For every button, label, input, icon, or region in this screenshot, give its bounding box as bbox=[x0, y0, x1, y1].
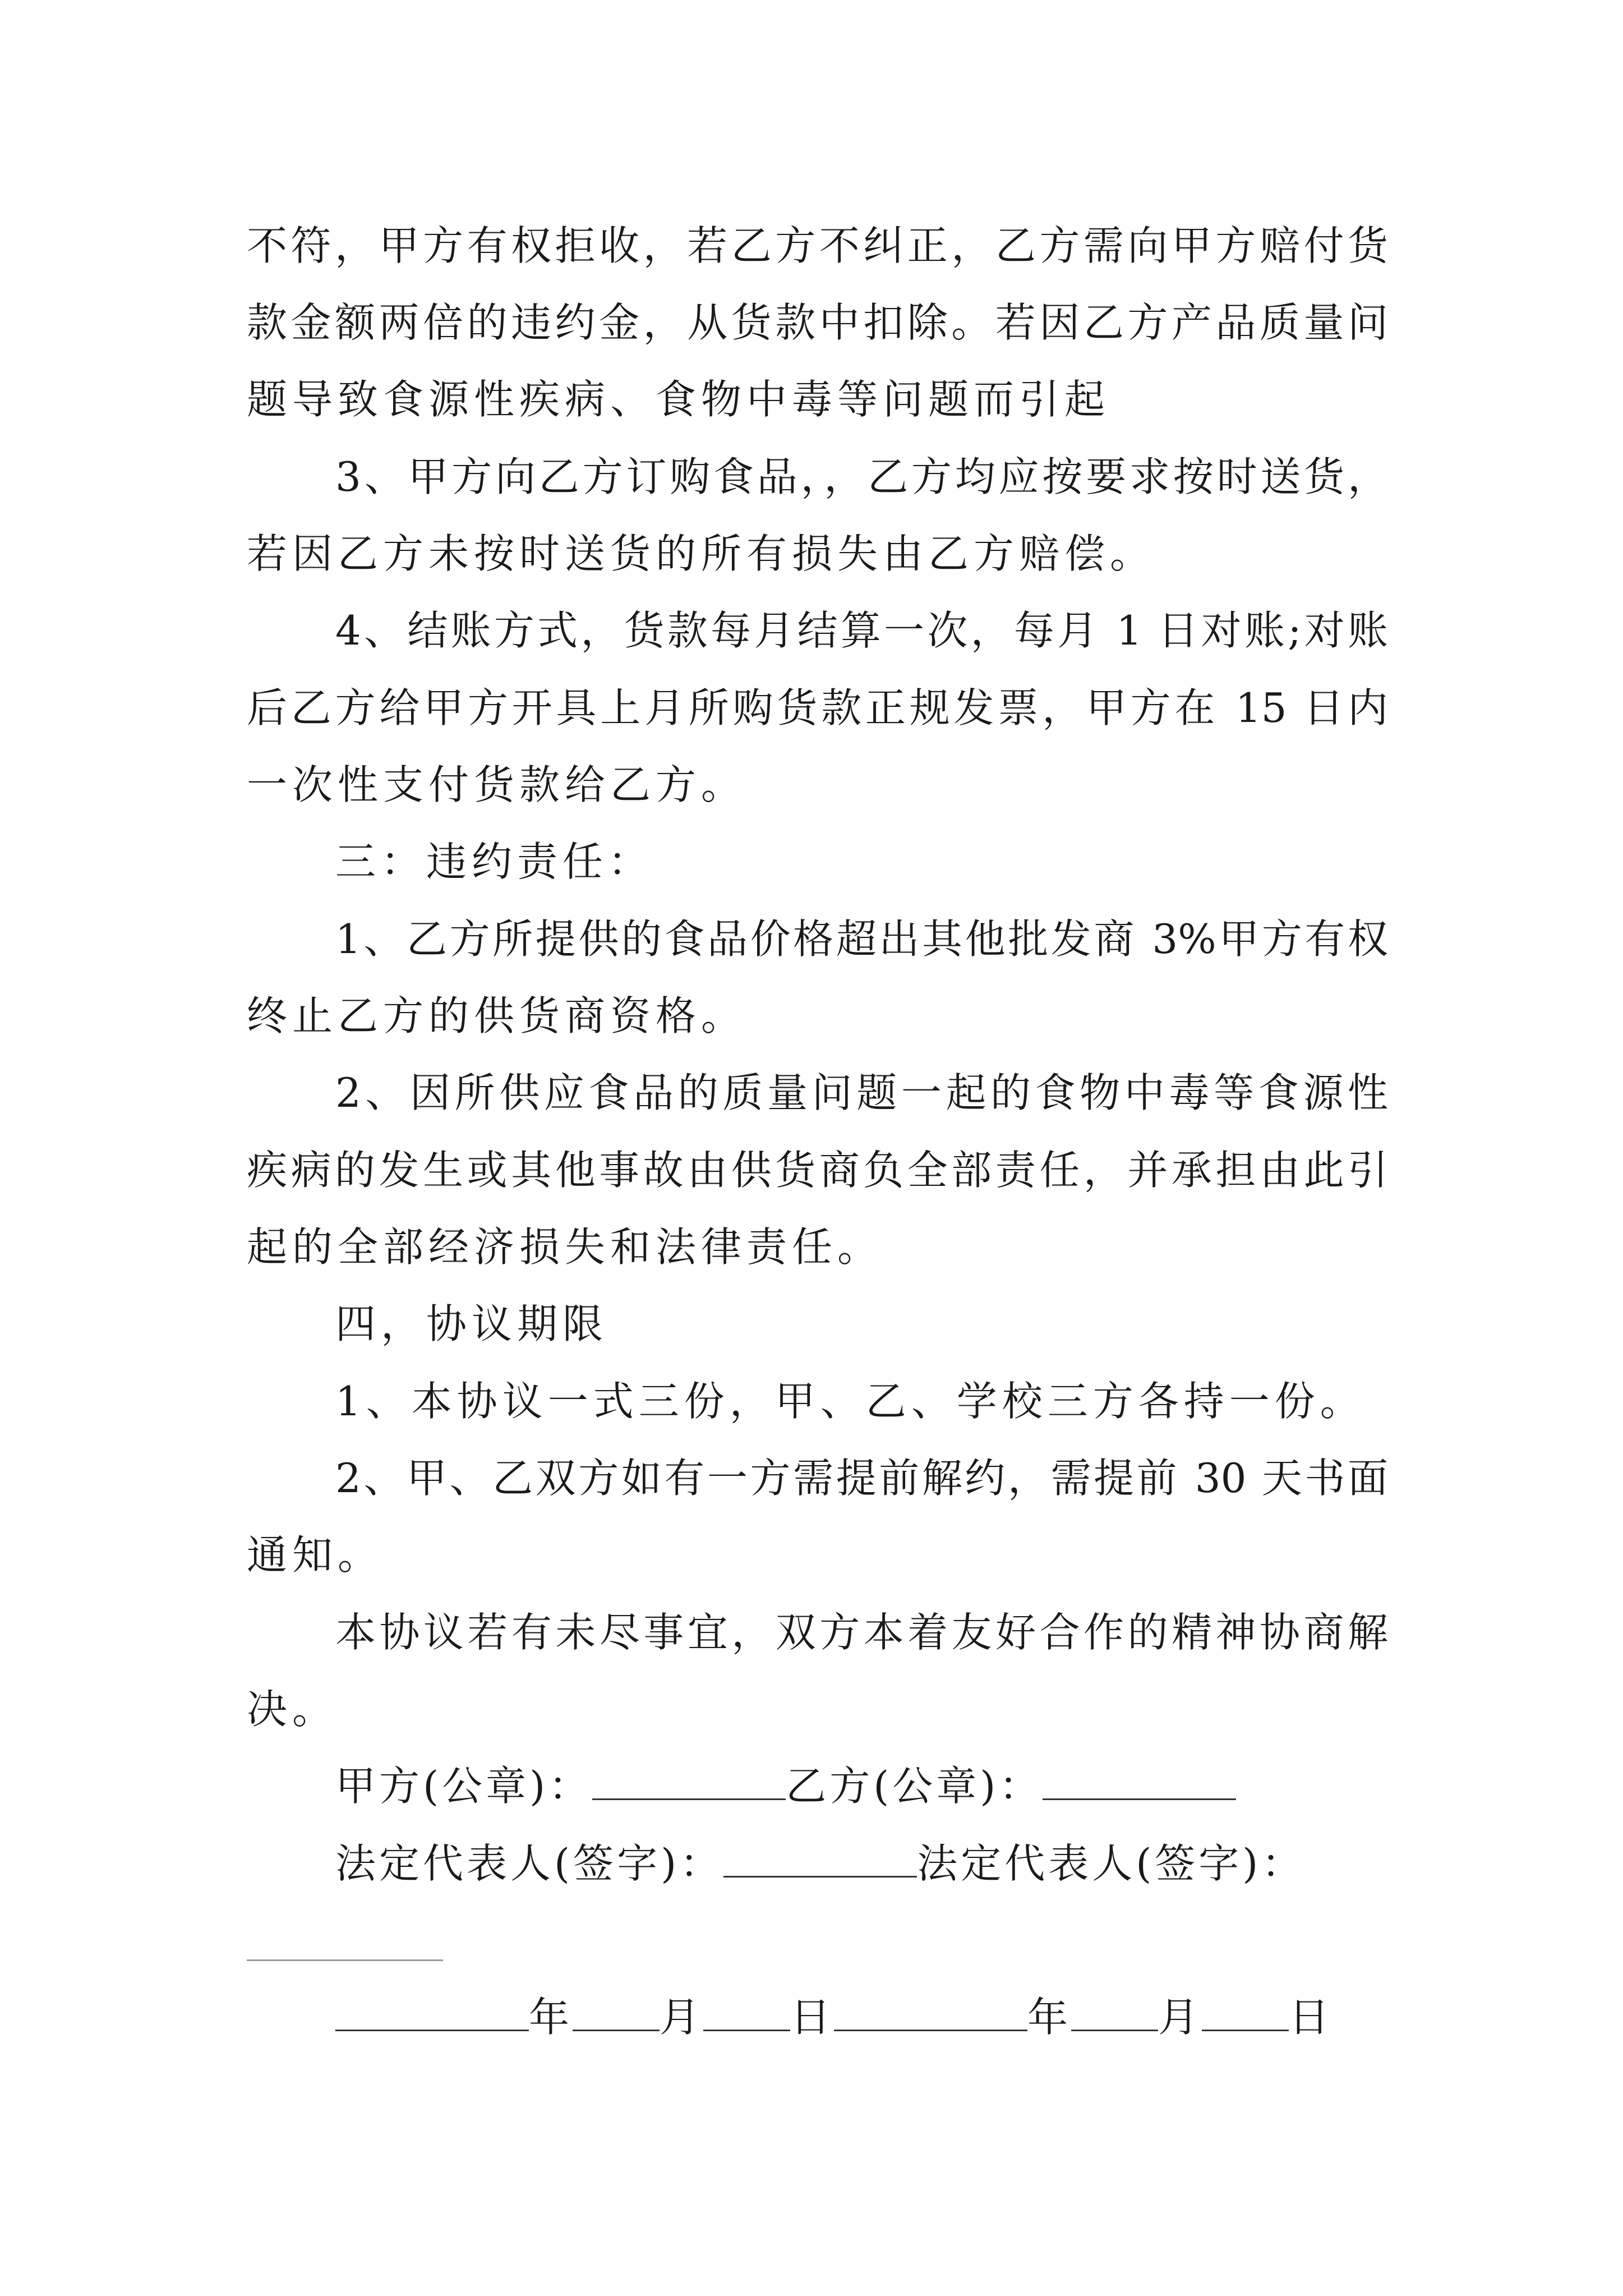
date-a-year-blank[interactable] bbox=[335, 1989, 529, 2031]
party-b-seal-label: 乙方(公章)： bbox=[786, 1763, 1043, 1810]
paragraph-line: 4、结账方式，货款每月结算一次，每月 1 日对账;对账 bbox=[335, 607, 1388, 654]
section-heading: 四，协议期限 bbox=[335, 1300, 608, 1347]
paragraph-line: 一次性支付货款给乙方。 bbox=[247, 761, 747, 808]
paragraph-line: 不符，甲方有权拒收，若乙方不纠正，乙方需向甲方赔付货 bbox=[247, 222, 1388, 269]
party-a-rep-blank[interactable] bbox=[723, 1835, 917, 1878]
date-b-day-blank[interactable] bbox=[1202, 1989, 1289, 2031]
year-label: 年 bbox=[1027, 1994, 1072, 2041]
paragraph-line: 通知。 bbox=[247, 1531, 384, 1579]
paragraph-line: 1、乙方所提供的食品价格超出其他批发商 3%甲方有权 bbox=[335, 915, 1388, 963]
year-label: 年 bbox=[529, 1994, 573, 2041]
paragraph-line: 决。 bbox=[247, 1686, 338, 1733]
paragraph-line: 疾病的发生或其他事故由供货商负全部责任，并承担由此引 bbox=[247, 1147, 1388, 1194]
paragraph-line: 题导致食源性疾病、食物中毒等问题而引起 bbox=[247, 376, 1110, 423]
date-a-month-blank[interactable] bbox=[573, 1989, 660, 2031]
party-a-seal-blank[interactable] bbox=[592, 1758, 786, 1800]
party-b-rep-blank[interactable] bbox=[247, 1959, 443, 1961]
party-b-seal-blank[interactable] bbox=[1043, 1758, 1236, 1800]
paragraph-line: 本协议若有未尽事宜，双方本着友好合作的精神协商解 bbox=[335, 1609, 1388, 1656]
paragraph-line: 2、甲、乙双方如有一方需提前解约，需提前 30 天书面 bbox=[335, 1455, 1388, 1502]
day-label: 日 bbox=[790, 1994, 834, 2041]
month-label: 月 bbox=[1158, 1994, 1202, 2041]
day-label: 日 bbox=[1289, 1994, 1333, 2041]
paragraph-line: 若因乙方未按时送货的所有损失由乙方赔偿。 bbox=[247, 530, 1156, 577]
section-heading: 三：违约责任： bbox=[335, 838, 654, 885]
party-b-rep-label: 法定代表人(签字)： bbox=[917, 1840, 1306, 1887]
party-a-rep-label: 法定代表人(签字)： bbox=[335, 1840, 724, 1887]
paragraph-line: 终止乙方的供货商资格。 bbox=[247, 992, 747, 1039]
paragraph-line: 3、甲方向乙方订购食品，，乙方均应按要求按时送货， bbox=[335, 453, 1388, 500]
paragraph-line: 款金额两倍的违约金，从货款中扣除。若因乙方产品质量问 bbox=[247, 299, 1388, 346]
paragraph-line: 1、本协议一式三份，甲、乙、学校三方各持一份。 bbox=[335, 1378, 1366, 1425]
paragraph-line: 后乙方给甲方开具上月所购货款正规发票，甲方在 15 日内 bbox=[247, 684, 1388, 731]
paragraph-line: 起的全部经济损失和法律责任。 bbox=[247, 1223, 883, 1271]
paragraph-line: 2、因所供应食品的质量问题一起的食物中毒等食源性 bbox=[335, 1069, 1388, 1116]
month-label: 月 bbox=[660, 1994, 704, 2041]
date-b-month-blank[interactable] bbox=[1071, 1989, 1158, 2031]
signature-rep-row bbox=[335, 1835, 1388, 1892]
signature-seal-row bbox=[335, 1758, 1388, 1814]
date-row bbox=[335, 1989, 1388, 2045]
party-a-seal-label: 甲方(公章)： bbox=[335, 1763, 593, 1810]
date-b-year-blank[interactable] bbox=[834, 1989, 1027, 2031]
date-a-day-blank[interactable] bbox=[703, 1989, 790, 2031]
